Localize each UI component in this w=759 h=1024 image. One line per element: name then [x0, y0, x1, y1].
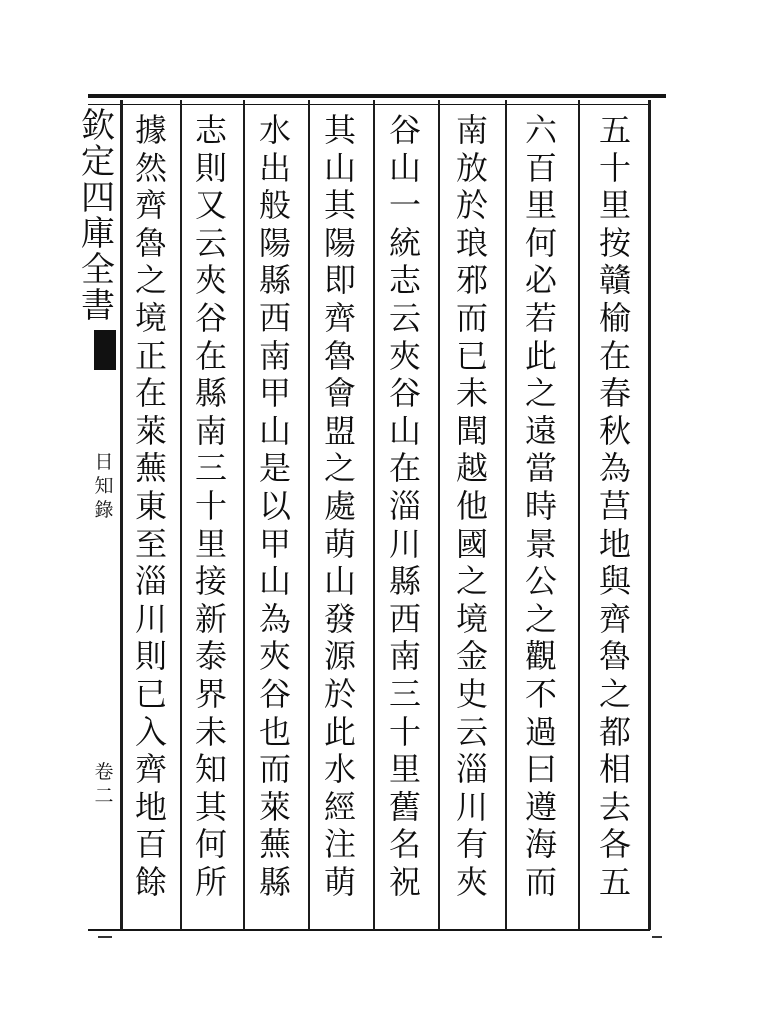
margin-strip	[81, 100, 120, 930]
column-divider	[648, 100, 651, 930]
text-column-4: 谷山一統志云夾谷山在淄川縣西南三十里舊名祝	[388, 111, 421, 901]
text-column-2: 六百里何必若此之遠當時景公之觀不過曰遵海而	[524, 111, 557, 901]
top-border-rule	[88, 94, 666, 98]
column-divider	[308, 100, 310, 930]
text-column-6: 水出般陽縣西南甲山是以甲山為夾谷也而萊蕪縣	[258, 111, 291, 901]
column-divider	[373, 100, 375, 930]
page-label: 卷二	[94, 761, 114, 807]
text-column-7: 志則又云夾谷在縣南三十里接新泰界未知其何所	[194, 111, 227, 901]
scan-mark	[652, 936, 662, 938]
column-divider	[180, 100, 182, 930]
book-title: 日知錄	[94, 451, 114, 521]
column-divider	[578, 100, 580, 930]
collection-title: 欽定四庫全書	[81, 106, 115, 326]
fishtail-block	[94, 330, 116, 370]
column-divider	[120, 100, 123, 930]
text-column-1: 五十里按贛榆在春秋為莒地與齊魯之都相去各五	[598, 111, 631, 901]
text-column-3: 南放於琅邪而已未聞越他國之境金史云淄川有夾	[455, 111, 488, 901]
column-divider	[243, 100, 245, 930]
column-divider	[505, 100, 507, 930]
top-inner-rule	[88, 104, 650, 105]
bottom-border-rule	[88, 929, 650, 931]
text-column-5: 其山其陽即齊魯會盟之處萌山發源於此水經注萌	[323, 111, 356, 901]
scan-mark	[98, 936, 112, 938]
column-divider	[438, 100, 440, 930]
text-column-8: 據然齊魯之境正在萊蕪東至淄川則已入齊地百餘	[134, 111, 167, 901]
